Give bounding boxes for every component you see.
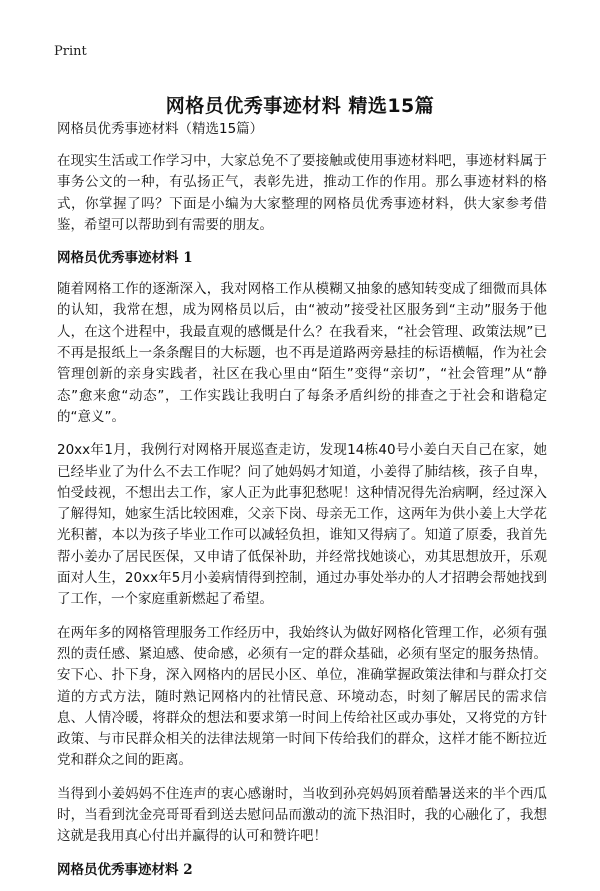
intro-paragraph: 在现实生活或工作学习中，大家总免不了要接触或使用事迹材料吧，事迹材料属于事务公文的一种，有弘扬正气，表彰先进，推动工作的作用。那么事迹材料的格式，你掌握了吗？下面是小编为大家整理的网格员优秀事迹材料，供大家参考借鉴，希望可以帮助到有需要的朋友。: [57, 153, 547, 233]
section-heading-2: 网格员优秀事迹材料 2: [57, 861, 193, 878]
article-body: [57, 119, 547, 891]
print-link[interactable]: Print: [54, 44, 87, 59]
section-1-paragraph-1: 随着网格工作的逐渐深入，我对网格工作从模糊又抽象的感知转变成了细微而具体的认知，我常在想，成为网格员以后，由“被动”接受社区服务到“主动”服务于他人，在这个进程中，我最直观的感慨是什么？在我看来，“社会管理、政策法规”已不再是报纸上一条条醒目的大标题，也不再是道路两旁悬挂的标语横幅，作为社会管理创新的亲身实践者，社区在我心里由“陌生”变得“亲切”，“社会管理”从“静态”愈来愈“动态”，工作实践让我明白了每条矛盾纠纷的排查之于社会和谐稳定的“意义”。: [57, 281, 547, 425]
section-1-paragraph-4: 当得到小姜妈妈不住连声的衷心感谢时，当收到孙亮妈妈顶着酷暑送来的半个西瓜时，当看到沈金亮哥哥看到送去慰问品而激动的流下热泪时，我的心融化了，我想这就是我用真心付出并赢得的认可和赞许吧！: [57, 785, 547, 845]
section-heading-1: 网格员优秀事迹材料 1: [57, 250, 193, 267]
section-1-paragraph-2: 20xx年1月，我例行对网格开展巡查走访，发现14栋40号小姜白天自己在家，她已经毕业了为什么不去工作呢？问了她妈妈才知道，小姜得了肺结核，孩子自卑，怕受歧视，不想出去工作，家人正为此事犯愁呢！这种情况得先治病啊，经过深入了解得知，她家生活比较困难，父亲下岗、母亲无工作，这两年为供小姜上大学花光积蓄，本以为孩子毕业工作可以减轻负担，谁知又得病了。知道了原委，我首先帮小姜办了居民医保，又申请了低保补助，并经常找她谈心，劝其思想放开，乐观面对人生，20xx年5月小姜病情得到控制，通过办事处举办的人才招聘会帮她找到了工作，一个家庭重新燃起了希望。: [57, 442, 547, 608]
document-subtitle: 网格员优秀事迹材料（精选15篇）: [57, 121, 264, 137]
section-1-paragraph-3: 在两年多的网格管理服务工作经历中，我始终认为做好网格化管理工作，必须有强烈的责任感、紧迫感、使命感，必须有一定的群众基础，必须有坚定的服务热情。安下心、扑下身，深入网格内的居民小区、单位，准确掌握政策法律和与群众打交道的方式方法，随时熟记网格内的社情民意、环境动态，时刻了解居民的需求信息、人情冷暖，将群众的想法和要求第一时间上传给社区或办事处，又将党的方针政策、与市民群众相关的法律法规第一时间下传给我们的群众，这样才能不断拉近党和群众之间的距离。: [57, 624, 547, 769]
page-title: 网格员优秀事迹材料 精选15篇: [165, 94, 435, 117]
